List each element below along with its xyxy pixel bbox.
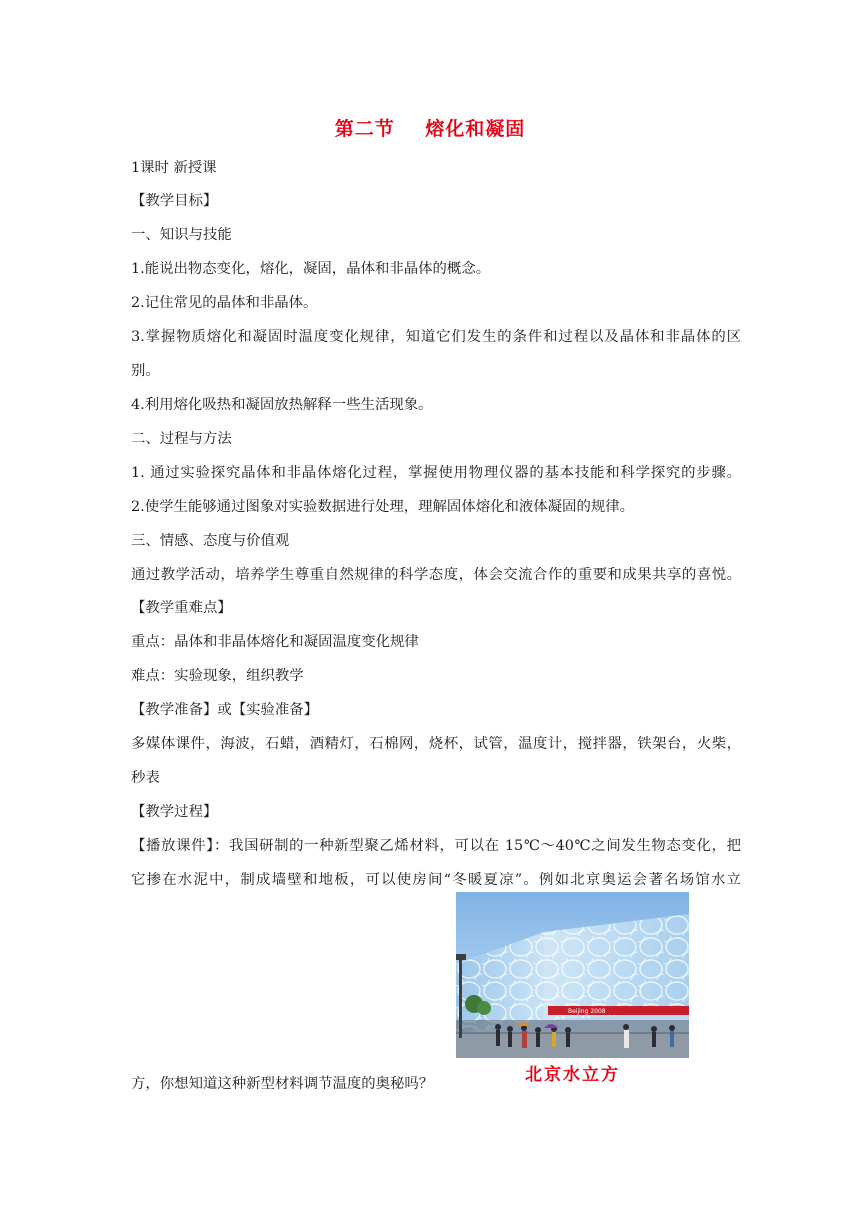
photo-caption: 北京水立方	[525, 1065, 620, 1085]
difficult-point: 难点：实验现象，组织教学	[131, 668, 304, 684]
intro-line-2: 它掺在水泥中，制成墙壁和地板，可以使房间“冬暖夏凉”。例如北京奥运会著名场馆水立	[131, 872, 741, 888]
process-item-2: 2.使学生能够通过图象对实验数据进行处理，理解固体熔化和液体凝固的规律。	[131, 499, 635, 515]
sign-text: Beijing 2008	[568, 1008, 606, 1015]
page-title: 第二节 熔化和凝固	[334, 118, 526, 140]
knowledge-header: 一、知识与技能	[131, 227, 232, 243]
intro-line-3: 方，你想知道这种新型材料调节温度的奥秘吗？	[131, 1076, 434, 1092]
key-header: 【教学重难点】	[131, 600, 232, 616]
objectives-header: 【教学目标】	[131, 193, 218, 209]
intro-line-1: 【播放课件】：我国研制的一种新型聚乙烯材料，可以在 15℃～40℃之间发生物态变化，把	[131, 838, 741, 854]
knowledge-item-1: 1.能说出物态变化，熔化，凝固，晶体和非晶体的概念。	[131, 261, 491, 277]
prep-line-2: 秒表	[131, 770, 160, 786]
water-cube-photo	[456, 892, 689, 1058]
knowledge-item-3: 3.掌握物质熔化和凝固时温度变化规律，知道它们发生的条件和过程以及晶体和非晶体的区	[131, 329, 741, 345]
prep-line-1: 多媒体课件，海波，石蜡，酒精灯，石棉网，烧杯，试管，温度计，搅拌器，铁架台，火柴，	[131, 736, 741, 752]
emotion-text: 通过教学活动，培养学生尊重自然规律的科学态度，体会交流合作的重要和成果共享的喜悦。	[131, 567, 741, 583]
emotion-header: 三、情感、态度与价值观	[131, 533, 290, 549]
knowledge-item-4: 4.利用熔化吸热和凝固放热解释一些生活现象。	[131, 397, 433, 413]
key-point: 重点：晶体和非晶体熔化和凝固温度变化规律	[131, 634, 419, 650]
knowledge-item-2: 2.记住常见的晶体和非晶体。	[131, 295, 318, 311]
knowledge-item-3-cont: 别。	[131, 363, 160, 379]
procedure-header: 【教学过程】	[131, 804, 218, 820]
process-item-1: 1. 通过实验探究晶体和非晶体熔化过程，掌握使用物理仪器的基本技能和科学探究的步骤。	[131, 465, 741, 481]
process-header: 二、过程与方法	[131, 431, 232, 447]
lesson-info: 1课时 新授课	[131, 160, 217, 176]
prep-header: 【教学准备】或【实验准备】	[131, 702, 319, 718]
